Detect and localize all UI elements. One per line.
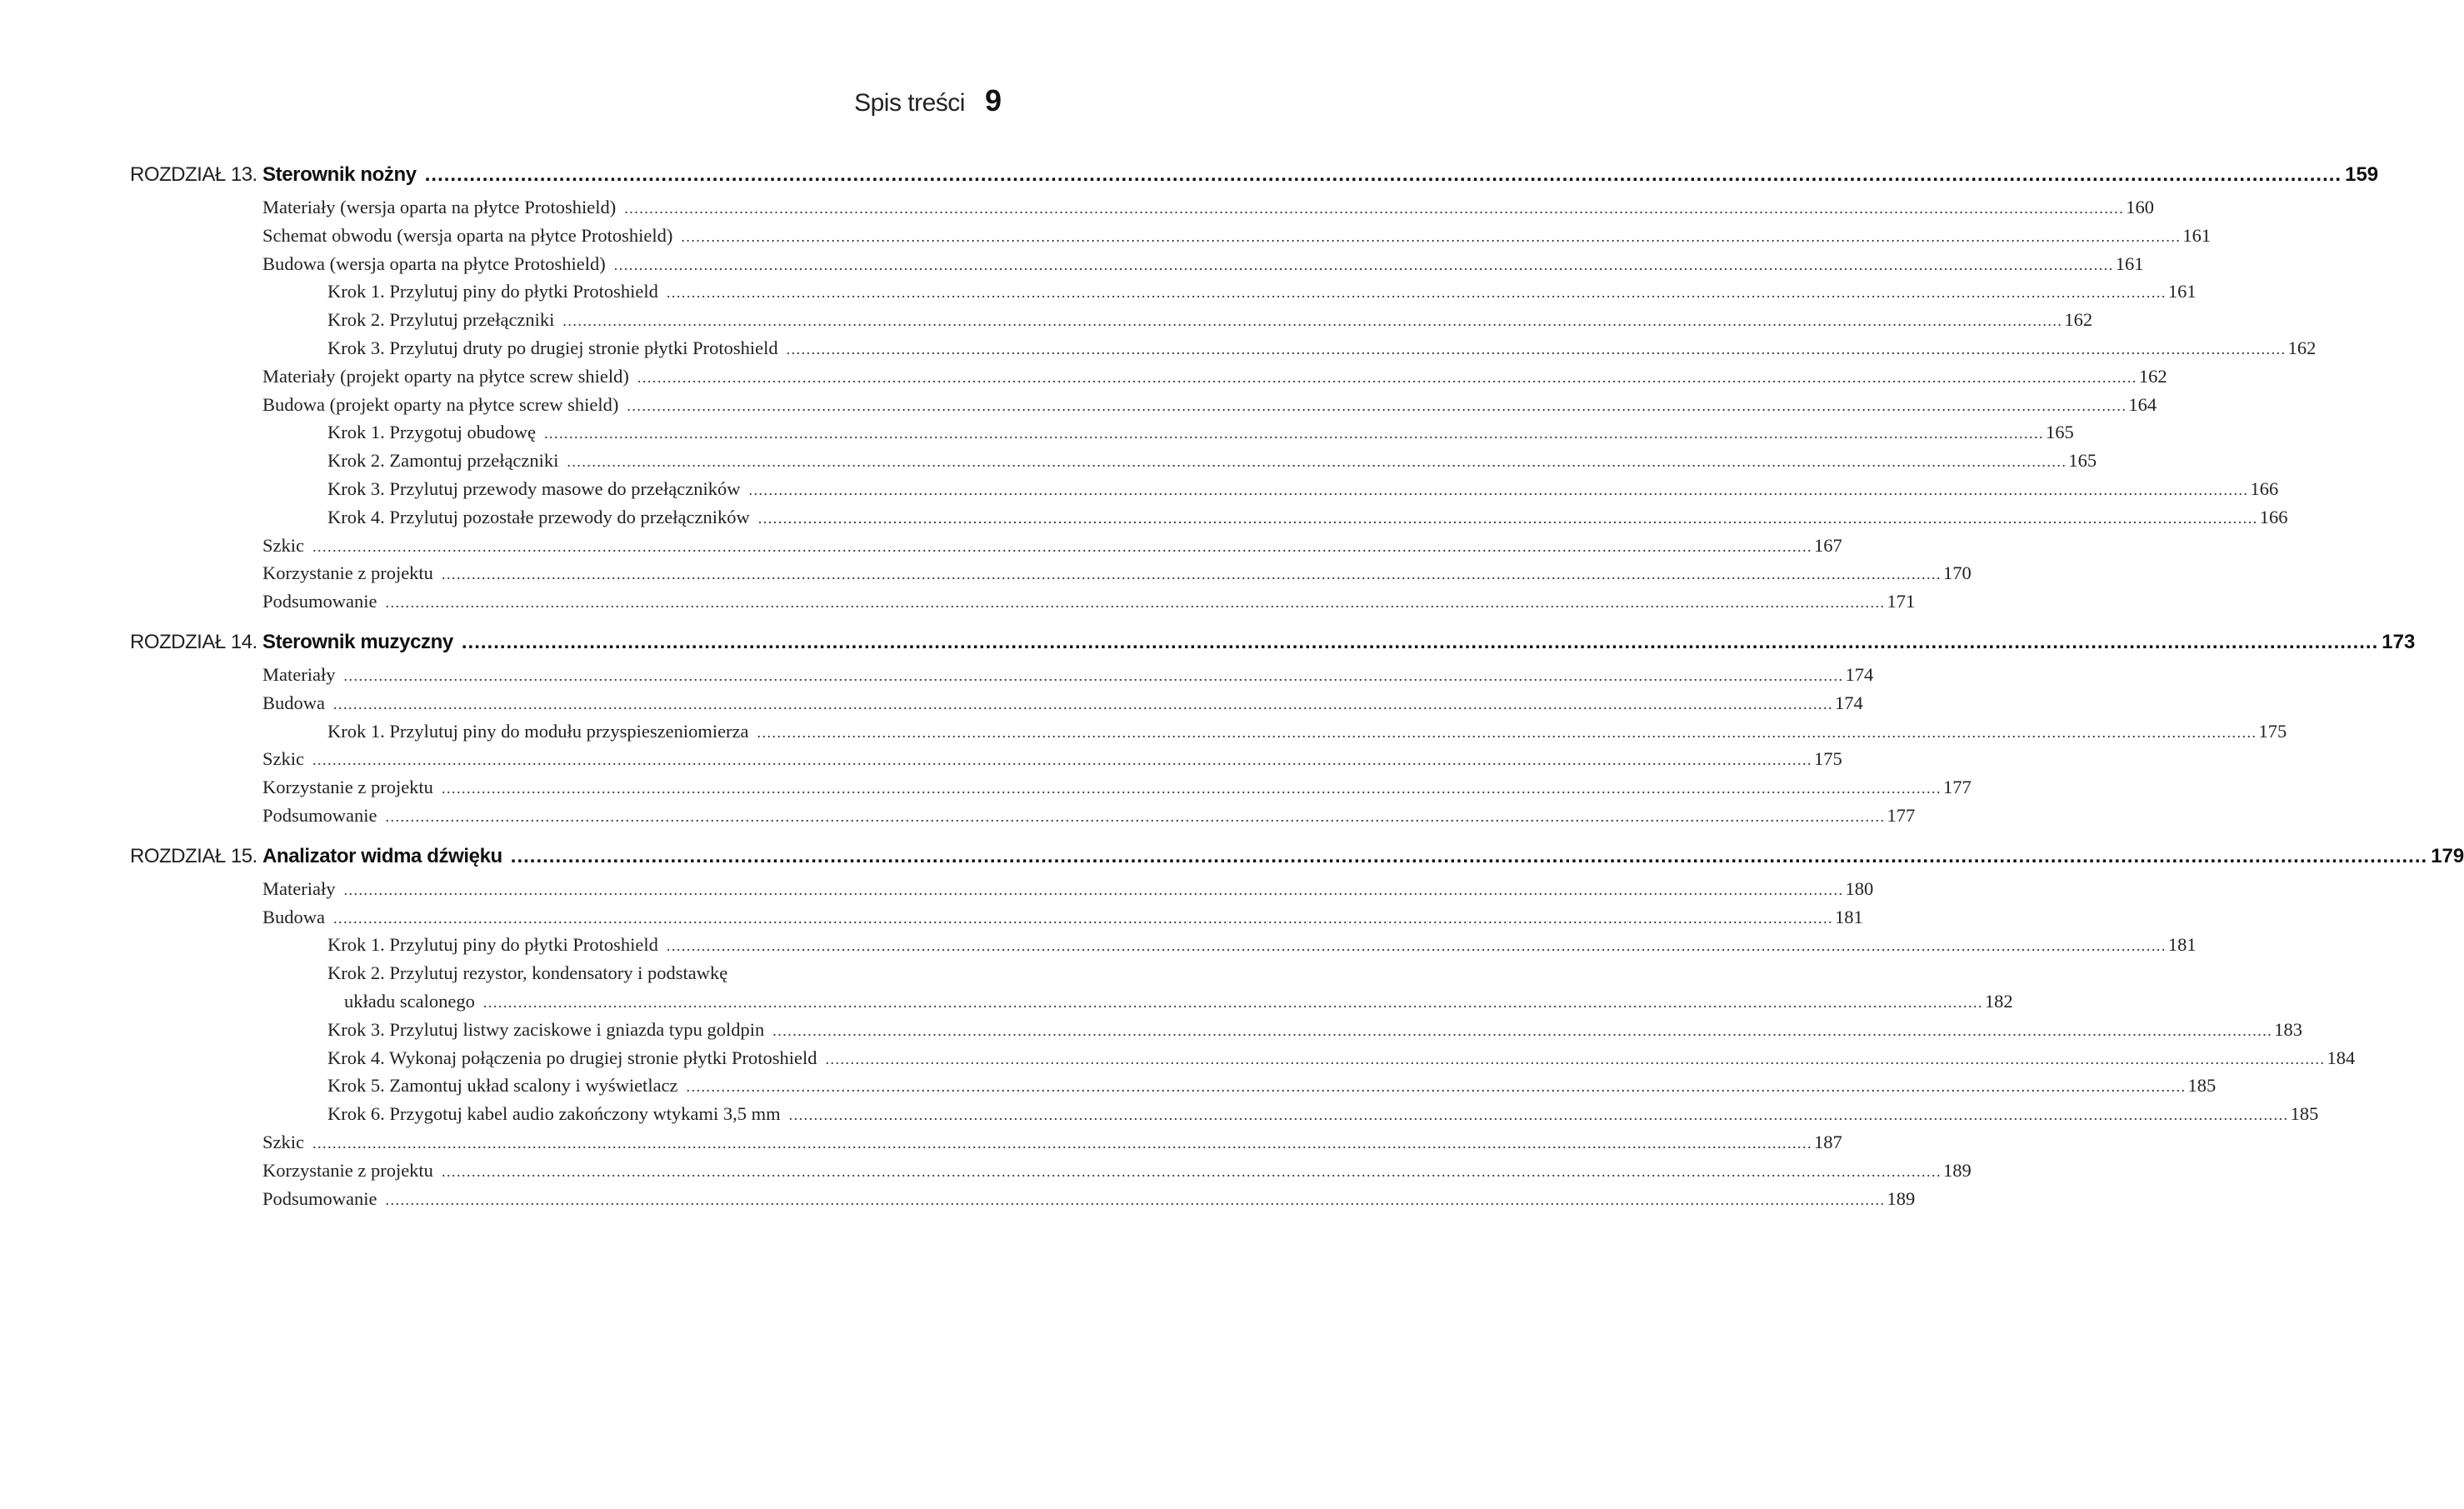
- entry-page-number: 164: [2128, 393, 2157, 415]
- entry-page-number: 162: [2064, 309, 2093, 331]
- entry-title: Budowa (projekt oparty na płytce screw shield): [262, 393, 619, 415]
- toc-entry[interactable]: [130, 748, 1842, 777]
- entry-page-number: 162: [2287, 337, 2317, 358]
- toc-entry[interactable]: [130, 962, 982, 991]
- toc-entry[interactable]: [130, 365, 2167, 394]
- toc-entry[interactable]: [130, 450, 2097, 478]
- entry-page-number: 160: [2126, 197, 2154, 217]
- entry-title: Korzystanie z projektu: [262, 562, 433, 584]
- entry-page-number: 161: [2182, 224, 2212, 246]
- chapter-title: Sterownik nożny: [262, 163, 417, 186]
- dot-leader: ............................................................................................................................................................................................................................................................................................................: [343, 881, 1844, 898]
- entry-page-number: 187: [1814, 1131, 1842, 1152]
- dot-leader: ............................................................................................................................................................................................................................................................................................................: [686, 1078, 2187, 1096]
- dot-leader: ............................................................................................................................................................................................................................................................................................................: [385, 594, 1886, 612]
- entry-page-number: 184: [2327, 1047, 2356, 1068]
- dot-leader: ............................................................................................................................................................................................................................................................................................................: [788, 1107, 2289, 1124]
- entry-title: Szkic: [262, 534, 304, 556]
- dot-leader: ............................................................................................................................................................................................................................................................................................................: [441, 1162, 1942, 1180]
- dot-leader: ............................................................................................................................................................................................................................................................................................................: [757, 509, 2258, 527]
- toc-entry[interactable]: [130, 281, 2197, 309]
- entry-title: Szkic: [262, 1131, 304, 1152]
- toc-entry[interactable]: [130, 906, 1863, 935]
- dot-leader: ............................................................................................................................................................................................................................................................................................................: [543, 425, 2044, 442]
- entry-title: Schemat obwodu (wersja oparta na płytce Protoshield): [262, 224, 673, 246]
- entry-page-number: 177: [1942, 777, 1972, 798]
- toc-entry[interactable]: [130, 1159, 1972, 1188]
- dot-leader: ............................................................................................................................................................................................................................................................................................................: [385, 1191, 1886, 1208]
- entry-title: Krok 1. Przylutuj piny do płytki Protoshield: [327, 934, 658, 956]
- entry-title: układu scalonego: [344, 990, 475, 1012]
- entry-page-number: 170: [1942, 562, 1972, 584]
- dot-leader: ............................................................................................................................................................................................................................................................................................................: [312, 752, 1812, 769]
- entry-page-number: 180: [1845, 877, 1874, 899]
- entry-page-number: 166: [2259, 506, 2288, 527]
- toc-entry[interactable]: [130, 477, 2279, 507]
- entry-title: Krok 6. Przygotuj kabel audio zakończony wtykami 3,5 mm: [327, 1103, 781, 1125]
- entry-page-number: 177: [1887, 804, 1916, 826]
- toc-entry[interactable]: [130, 1131, 1842, 1160]
- entry-title: Krok 3. Przylutuj druty po drugiej stronie płytki Protoshield: [327, 337, 778, 358]
- chapter-heading[interactable]: [130, 163, 2379, 197]
- running-head: [854, 83, 1002, 118]
- entry-page-number: 189: [1887, 1187, 1916, 1209]
- dot-leader: ............................................................................................................................................................................................................................................................................................................: [624, 200, 2125, 217]
- table-of-contents: [130, 163, 2464, 1227]
- entry-page-number: 161: [2167, 281, 2197, 302]
- dot-leader: ............................................................................................................................................................................................................................................................................................................: [333, 695, 1833, 712]
- toc-entry[interactable]: [130, 777, 1972, 805]
- dot-leader: ............................................................................................................................................................................................................................................................................................................: [482, 993, 1983, 1011]
- entry-page-number: 175: [1814, 748, 1842, 770]
- dot-leader: ............................................................................................................................................................................................................................................................................................................: [627, 397, 2127, 414]
- entry-page-number: 183: [2274, 1018, 2303, 1040]
- toc-entry[interactable]: [130, 591, 1916, 619]
- dot-leader: ............................................................................................................................................................................................................................................................................................................: [343, 667, 1844, 684]
- chapter-label: ROZDZIAŁ 13.: [130, 163, 257, 186]
- toc-entry[interactable]: [130, 224, 2212, 253]
- dot-leader: ............................................................................................................................................................................................................................................................................................................: [567, 453, 2067, 471]
- dot-leader: ............................................................................................................................................................................................................................................................................................................: [510, 844, 2428, 867]
- entry-page-number: 181: [1835, 906, 1863, 927]
- entry-page-number: 162: [2138, 365, 2167, 387]
- entry-title: Krok 1. Przylutuj piny do płytki Protoshield: [327, 281, 658, 302]
- entry-title: Podsumowanie: [262, 1187, 377, 1209]
- dot-leader: ............................................................................................................................................................................................................................................................................................................: [825, 1050, 2326, 1067]
- toc-entry[interactable]: [130, 309, 2093, 337]
- entry-title: Korzystanie z projektu: [262, 777, 433, 798]
- dot-leader: ............................................................................................................................................................................................................................................................................................................: [613, 256, 2114, 273]
- toc-entry[interactable]: [130, 663, 1874, 692]
- entry-title: Materiały (wersja oparta na płytce Protoshield): [262, 197, 617, 217]
- dot-leader: ............................................................................................................................................................................................................................................................................................................: [441, 780, 1942, 797]
- entry-title: Materiały (projekt oparty na płytce screw shield): [262, 365, 629, 387]
- entry-title: Podsumowanie: [262, 804, 377, 826]
- toc-entry[interactable]: [130, 990, 2013, 1019]
- entry-title: Budowa (wersja oparta na płytce Protoshield): [262, 252, 606, 274]
- toc-chapter: [130, 630, 2416, 833]
- entry-page-number: 161: [2115, 252, 2144, 274]
- chapter-heading[interactable]: [130, 630, 2416, 664]
- toc-entry[interactable]: [130, 1187, 1916, 1217]
- toc-entry[interactable]: [130, 422, 2074, 450]
- entry-title: Krok 4. Wykonaj połączenia po drugiej stronie płytki Protoshield: [327, 1047, 817, 1068]
- chapter-page-number: 159: [2345, 163, 2379, 186]
- entry-title: Szkic: [262, 748, 304, 770]
- entry-title: Materiały: [262, 877, 336, 899]
- toc-entry[interactable]: [130, 393, 2157, 422]
- toc-entry[interactable]: [130, 562, 1972, 591]
- entry-title: Krok 2. Przylutuj przełączniki: [327, 309, 555, 331]
- entry-title: Budowa: [262, 906, 325, 927]
- toc-entry[interactable]: [130, 197, 2154, 225]
- entry-title: Materiały: [262, 663, 336, 685]
- dot-leader: ............................................................................................................................................................................................................................................................................................................: [312, 537, 1812, 555]
- dot-leader: ............................................................................................................................................................................................................................................................................................................: [666, 284, 2167, 302]
- dot-leader: ............................................................................................................................................................................................................................................................................................................: [333, 909, 1833, 927]
- toc-entry[interactable]: [130, 506, 2288, 535]
- entry-page-number: 185: [2187, 1075, 2217, 1097]
- entry-title: Krok 2. Zamontuj przełączniki: [327, 450, 559, 472]
- dot-leader: ............................................................................................................................................................................................................................................................................................................: [424, 163, 2342, 186]
- entry-title: Krok 5. Zamontuj układ scalony i wyświetlacz: [327, 1075, 678, 1097]
- chapter-heading[interactable]: [130, 844, 2464, 878]
- toc-chapter: [130, 163, 2379, 619]
- dot-leader: ............................................................................................................................................................................................................................................................................................................: [786, 340, 2287, 357]
- dot-leader: ............................................................................................................................................................................................................................................................................................................: [312, 1134, 1812, 1152]
- dot-leader: ............................................................................................................................................................................................................................................................................................................: [757, 723, 2257, 741]
- entry-page-number: 182: [1984, 990, 2013, 1012]
- dot-leader: ............................................................................................................................................................................................................................................................................................................: [748, 481, 2249, 498]
- entry-page-number: 165: [2045, 422, 2074, 443]
- toc-entry[interactable]: [130, 1018, 2303, 1047]
- dot-leader: ............................................................................................................................................................................................................................................................................................................: [385, 807, 1886, 825]
- entry-title: Podsumowanie: [262, 591, 377, 612]
- entry-page-number: 185: [2290, 1103, 2319, 1125]
- entry-title: Budowa: [262, 692, 325, 713]
- entry-page-number: 175: [2258, 720, 2287, 742]
- toc-entry[interactable]: [130, 692, 1863, 721]
- entry-title: Krok 3. Przylutuj przewody masowe do przełączników: [327, 477, 741, 499]
- toc-entry[interactable]: [130, 1075, 2217, 1103]
- chapter-page-number: 179: [2431, 844, 2464, 867]
- entry-page-number: 165: [2068, 450, 2097, 472]
- entry-title: Krok 1. Przylutuj piny do modułu przyspieszeniomierza: [327, 720, 749, 742]
- dot-leader: ............................................................................................................................................................................................................................................................................................................: [772, 1022, 2273, 1039]
- chapter-label: ROZDZIAŁ 15.: [130, 844, 257, 867]
- running-title: Spis treści: [854, 89, 965, 117]
- toc-entry[interactable]: [130, 934, 2197, 962]
- entry-title: Krok 2. Przylutuj rezystor, kondensatory i podstawkę: [327, 962, 728, 984]
- entry-title: Korzystanie z projektu: [262, 1159, 433, 1181]
- toc-entry[interactable]: [130, 534, 1842, 563]
- toc-entry[interactable]: [130, 1047, 2356, 1076]
- dot-leader: ............................................................................................................................................................................................................................................................................................................: [637, 368, 2137, 386]
- entry-page-number: 181: [2167, 934, 2197, 956]
- dot-leader: ............................................................................................................................................................................................................................................................................................................: [681, 227, 2182, 245]
- dot-leader: ............................................................................................................................................................................................................................................................................................................: [461, 630, 2379, 653]
- chapter-page-number: 173: [2382, 630, 2416, 653]
- dot-leader: ............................................................................................................................................................................................................................................................................................................: [666, 937, 2167, 955]
- entry-page-number: 171: [1887, 591, 1916, 612]
- dot-leader: ............................................................................................................................................................................................................................................................................................................: [562, 312, 2063, 330]
- dot-leader: ............................................................................................................................................................................................................................................................................................................: [441, 566, 1942, 583]
- toc-entry[interactable]: [130, 804, 1916, 833]
- toc-entry[interactable]: [130, 720, 2287, 749]
- entry-page-number: 167: [1814, 534, 1842, 556]
- toc-entry[interactable]: [130, 877, 1874, 907]
- entry-page-number: 174: [1845, 663, 1874, 685]
- chapter-label: ROZDZIAŁ 14.: [130, 630, 257, 653]
- entry-title: Krok 1. Przygotuj obudowę: [327, 422, 536, 443]
- entry-page-number: 166: [2250, 477, 2279, 499]
- entry-title: Krok 3. Przylutuj listwy zaciskowe i gniazda typu goldpin: [327, 1018, 765, 1040]
- toc-entry[interactable]: [130, 337, 2317, 366]
- entry-page-number: 189: [1942, 1159, 1972, 1181]
- toc-chapter: [130, 844, 2464, 1217]
- chapter-title: Analizator widma dźwięku: [262, 844, 502, 867]
- entry-page-number: 174: [1835, 692, 1863, 713]
- chapter-title: Sterownik muzyczny: [262, 630, 453, 653]
- page-number: 9: [984, 83, 1002, 117]
- entry-title: Krok 4. Przylutuj pozostałe przewody do przełączników: [327, 506, 750, 527]
- toc-entry[interactable]: [130, 1103, 2319, 1132]
- toc-entry[interactable]: [130, 252, 2144, 282]
